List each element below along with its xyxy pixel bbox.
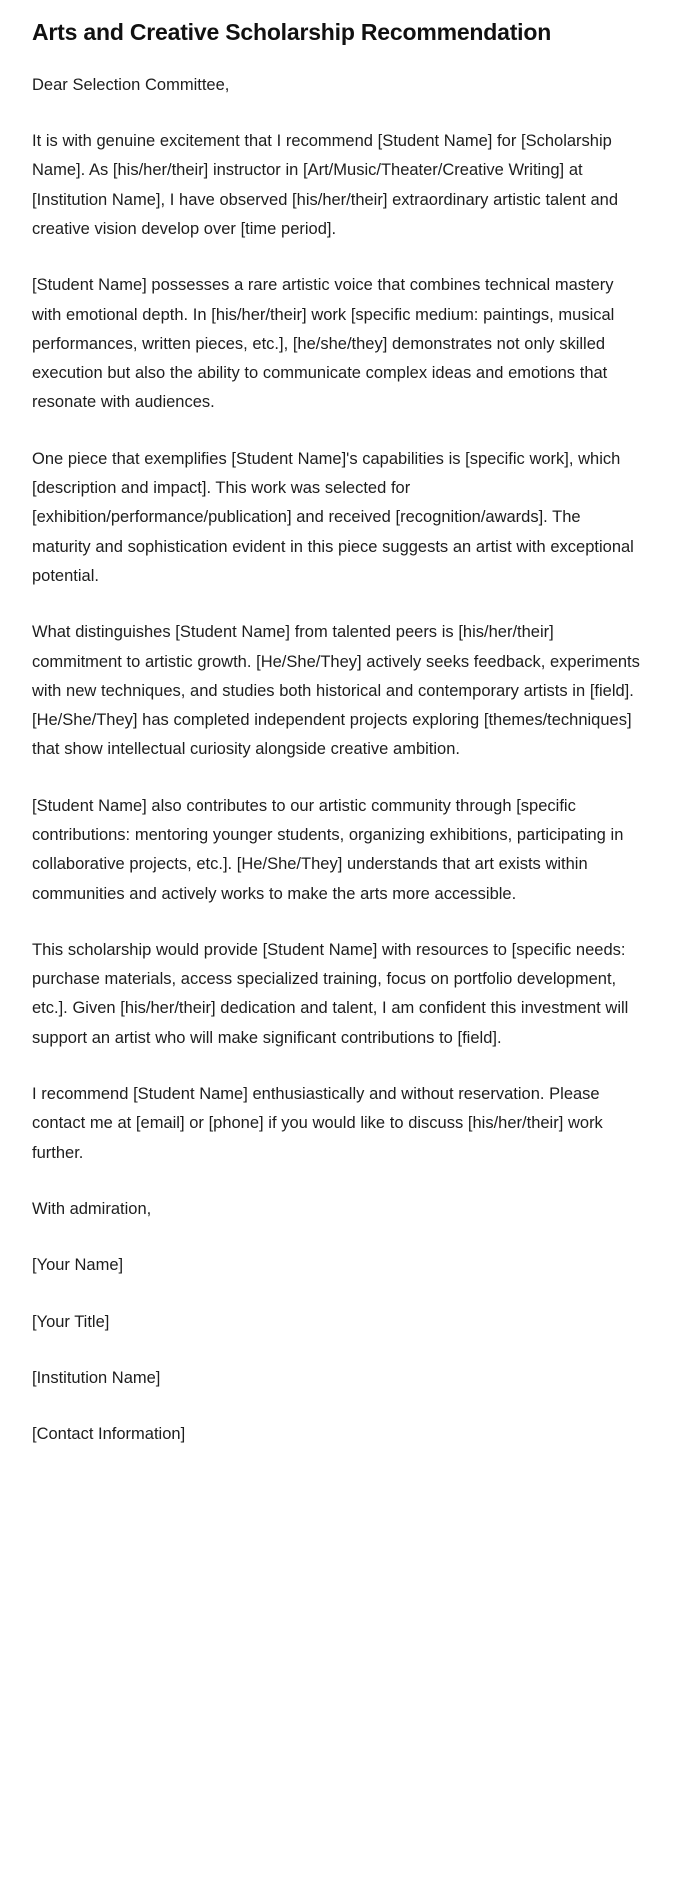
signature-institution: [Institution Name] [32, 1368, 161, 1387]
body-paragraph-2: [Student Name] possesses a rare artistic voice that combines technical mastery with emotional depth. In [his/her/their] work [specific medium: paintings, musical performances, written pieces, etc.], [he/she/they] demonstrates not only skilled execution but also the ability to communicate complex ideas and emotions that resonate with audiences. [32, 276, 615, 412]
closing-salutation: With admiration, [32, 1199, 152, 1218]
letter-body [32, 71, 642, 1450]
signature-contact: [Contact Information] [32, 1425, 186, 1444]
body-paragraph-1: It is with genuine excitement that I recommend [Student Name] for [Scholarship Name]. As [his/her/their] instructor in [Art/Music/Theater/Creative Writing] at [Institution Name], I have observed [his/her/their] extraordinary artistic talent and creative vision develop over [time period]. [32, 132, 619, 238]
body-paragraph-7: I recommend [Student Name] enthusiastically and without reservation. Please contact me at [email] or [phone] if you would like to discuss [his/her/their] work further. [32, 1085, 603, 1162]
body-paragraph-6: This scholarship would provide [Student Name] with resources to [specific needs: purchase materials, access specialized training, focus on portfolio development, etc.]. Given [his/her/their] dedication and talent, I am confident this investment will support an artist who will make significant contributions to [field]. [32, 940, 629, 1047]
body-paragraph-3: One piece that exemplifies [Student Name]'s capabilities is [specific work], which [description and impact]. This work was selected for [exhibition/performance/publication] and received [recognition/awards]. The maturity and sophistication evident in this piece suggests an artist with exceptional potential. [32, 449, 634, 585]
body-paragraph-4: What distinguishes [Student Name] from talented peers is [his/her/their] commitment to artistic growth. [He/She/They] actively seeks feedback, experiments with new techniques, and studies both historical and contemporary artists in [field]. [He/She/They] has completed independent projects exploring [themes/techniques] that show intellectual curiosity alongside creative ambition. [32, 623, 640, 759]
signature-name: [Your Name] [32, 1256, 124, 1275]
page-title: Arts and Creative Scholarship Recommendation [32, 19, 552, 45]
salutation: Dear Selection Committee, [32, 75, 230, 94]
signature-title: [Your Title] [32, 1312, 110, 1331]
body-paragraph-5: [Student Name] also contributes to our artistic community through [specific contributions: mentoring younger students, organizing exhibitions, participating in collaborative projects, etc.]. [He/She/They] understands that art exists within communities and actively works to make the arts more accessible. [32, 796, 624, 903]
